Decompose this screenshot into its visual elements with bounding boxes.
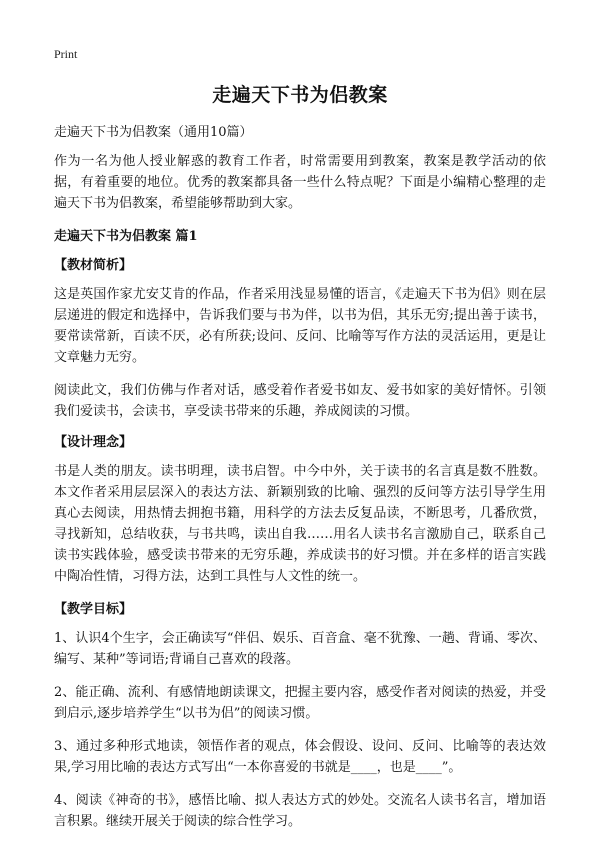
design-concept-heading: 【设计理念】 xyxy=(54,435,133,450)
page-title: 走遍天下书为侣教案 xyxy=(212,84,388,106)
print-link[interactable]: Print xyxy=(54,47,78,61)
material-analysis-paragraph-1: 这是英国作家尤安艾肯的作品，作者采用浅显易懂的语言，《走遍天下书为侣》则在层层递进的假定和选择中，告诉我们要与书为伴，以书为侣，其乐无穷;提出善于读书，要常读常新，百读不厌，必有所获;设问、反问、比喻等写作方法的灵活运用，更是让文章魅力无穷。 xyxy=(54,287,546,365)
material-analysis-paragraph-2: 阅读此文，我们仿佛与作者对话，感受着作者爱书如友、爱书如家的美好情怀。引领我们爱读书，会读书，享受读书带来的乐趣，养成阅读的习惯。 xyxy=(54,383,546,419)
document-subtitle: 走遍天下书为侣教案（通用10篇） xyxy=(54,125,253,140)
teaching-goal-item: 2、能正确、流利、有感情地朗读课文，把握主要内容，感受作者对阅读的热爱，并受到启示,逐步培养学生“以书为侣”的阅读习惯。 xyxy=(54,685,546,721)
teaching-goals-heading: 【教学目标】 xyxy=(54,602,133,617)
teaching-goal-item: 4、阅读《神奇的书》，感悟比喻、拟人表达方式的妙处。交流名人读书名言，增加语言积累。继续开展关于阅读的综合性学习。 xyxy=(54,793,546,829)
intro-paragraph: 作为一名为他人授业解惑的教育工作者，时常需要用到教案，教案是教学活动的依据，有着重要的地位。优秀的教案都具备一些什么特点呢？下面是小编精心整理的走遍天下书为侣教案，希望能够帮助到大家。 xyxy=(54,154,546,211)
material-analysis-heading: 【教材简析】 xyxy=(54,258,133,273)
teaching-goal-item: 1、认识4个生字，会正确读写“伴侣、娱乐、百音盒、毫不犹豫、一趟、背诵、零次、编写、某种”等词语;背诵自己喜欢的段落。 xyxy=(54,631,546,667)
teaching-goal-item: 3、通过多种形式地读，领悟作者的观点，体会假设、设问、反问、比喻等的表达效果,学习用比喻的表达方式写出“一本你喜爱的书就是____，也是____”。 xyxy=(54,739,546,775)
section-heading: 走遍天下书为侣教案 篇1 xyxy=(54,229,198,244)
design-concept-paragraph: 书是人类的朋友。读书明理，读书启智。中今中外，关于读书的名言真是数不胜数。本文作者采用层层深入的表达方法、新颖别致的比喻、强烈的反问等方法引导学生用真心去阅读，用热情去拥抱书籍，用科学的方法去反复品读，不断思考，几番欣赏，寻找新知，总结收获，与书共鸣，读出自我……用名人读书名言激励自己，联系自己读书实践体验，感受读书带来的无穷乐趣，养成读书的好习惯。并在多样的语言实践中陶冶性情，习得方法，达到工具性与人文性的统一。 xyxy=(54,464,546,584)
document-body xyxy=(54,122,546,844)
